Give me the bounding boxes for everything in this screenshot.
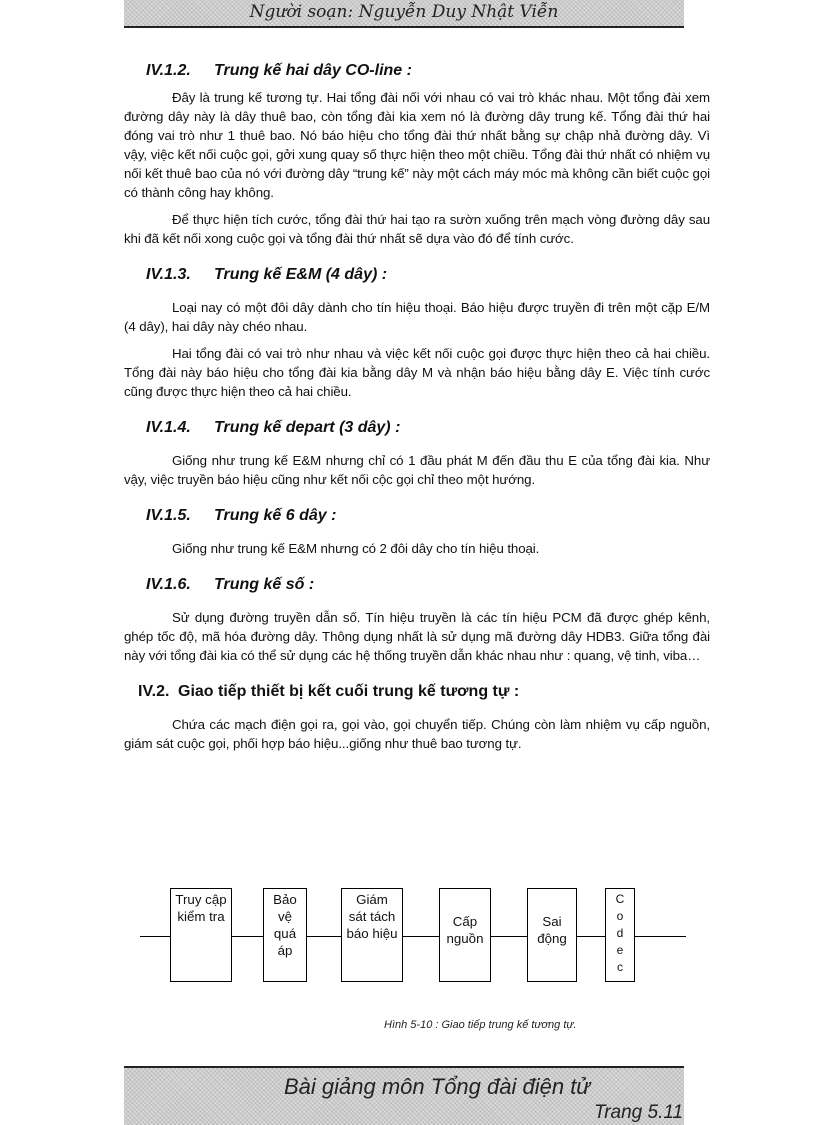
paragraph: Đây là trung kế tương tự. Hai tổng đài nối với nhau có vai trò khác nhau. Một tổng đài xem đường dây này là dây thuê bao, còn tổng đài kia xem nó là đường dây trung kế. Tổng đài thứ hai đóng vai trò như 1 thuê bao. Nó báo hiệu cho tổng đài thứ nhất bằng sự chập nhả đường dây. Vì vậy, việc kết nối cuộc gọi, gởi xung quay số thực hiện theo một chiều. Tổng đài thứ nhất có nhiệm vụ nối kết thuê bao của nó với đường dây “trung kế” này một cách máy móc mà không cần biết cuộc gọi có thành công hay không.	[124, 90, 710, 200]
document-body	[124, 62, 710, 753]
section-title: Trung kế số :	[214, 576, 315, 593]
block-label: Giám sát tách báo hiệu	[346, 892, 398, 941]
section-title: Giao tiếp thiết bị kết cuối trung kế tương tự :	[178, 683, 520, 700]
section-heading-iv-1-6	[124, 576, 710, 594]
block-label: Truy cập kiểm tra	[175, 892, 227, 924]
block-differential	[527, 888, 577, 982]
block-label: Sai động	[537, 914, 567, 946]
section-number: IV.1.5.	[146, 507, 191, 524]
page-header	[124, 0, 684, 28]
page-footer	[124, 1066, 684, 1125]
block-label: Cấp nguồn	[446, 914, 484, 946]
block-access-test	[170, 888, 232, 982]
section-number: IV.1.2.	[146, 62, 191, 79]
block-label: C o d e c	[615, 892, 625, 974]
block-overvoltage-protection	[263, 888, 307, 982]
paragraph: Để thực hiện tích cước, tổng đài thứ hai tạo ra sườn xuống trên mạch vòng đường dây sau khi đã kết nối xong cuộc gọi và tổng đài thứ nhất sẽ dựa vào đó để tính cước.	[124, 212, 710, 246]
section-heading-iv-2	[124, 683, 710, 701]
paragraph: Chứa các mạch điện gọi ra, gọi vào, gọi chuyển tiếp. Chúng còn làm nhiệm vụ cấp nguồn, giám sát cuộc gọi, phối hợp báo hiệu...giống như thuê bao tương tự.	[124, 717, 710, 751]
page-number: Trang 5.11	[594, 1102, 684, 1123]
section-number: IV.1.3.	[146, 266, 191, 283]
block-label: Bảo vệ quá áp	[273, 892, 297, 958]
section-heading-iv-1-5	[124, 507, 710, 525]
paragraph: Loại nay có một đôi dây dành cho tín hiệu thoại. Báo hiệu được truyền đi trên một cặp E/M (4 dây), hai dây này chéo nhau.	[124, 300, 710, 334]
section-number: IV.1.6.	[146, 576, 191, 593]
course-title: Bài giảng môn Tổng đài điện tử	[284, 1074, 591, 1099]
block-diagram	[140, 884, 686, 988]
paragraph: Giống như trung kế E&M nhưng chỉ có 1 đầu phát M đến đầu thu E của tổng đài kia. Như vậy, việc truyền báo hiệu cũng như kết nối cộc gọi chỉ theo một hướng.	[124, 453, 710, 487]
block-codec	[605, 888, 635, 982]
section-heading-iv-1-4	[124, 419, 710, 437]
section-title: Trung kế 6 dây :	[214, 507, 337, 524]
paragraph: Hai tổng đài có vai trò như nhau và việc kết nối cuộc gọi được thực hiện theo cả hai chiều. Tổng đài này báo hiệu cho tổng đài kia bằng dây M và nhận báo hiệu bằng dây E. Việc tính cước cũng được thực hiện theo cả hai chiều.	[124, 346, 710, 399]
paragraph: Giống như trung kế E&M nhưng có 2 đôi dây cho tín hiệu thoại.	[172, 541, 540, 556]
section-number: IV.1.4.	[146, 419, 191, 436]
block-signal-supervision	[341, 888, 403, 982]
paragraph: Sử dụng đường truyền dẫn số. Tín hiệu truyền là các tín hiệu PCM đã được ghép kênh, ghép tốc độ, mã hóa đường dây. Thông dụng nhất là sử dụng mã đường dây HDB3. Giữa tổng đài này với tổng đài kia có thể sử dụng các hệ thống truyền dẫn khác nhau như : quang, vệ tinh, viba…	[124, 610, 710, 663]
figure-caption: Hình 5-10 : Giao tiếp trung kế tương tự.	[384, 1019, 577, 1031]
block-power-feed	[439, 888, 491, 982]
section-title: Trung kế E&M (4 dây) :	[214, 266, 388, 283]
section-title: Trung kế hai dây CO-line :	[214, 62, 412, 79]
author-line: Người soạn: Nguyễn Duy Nhật Viễn	[249, 2, 559, 22]
section-title: Trung kế depart (3 dây) :	[214, 419, 401, 436]
section-heading-iv-1-3	[124, 266, 710, 284]
section-heading-iv-1-2	[124, 62, 710, 80]
section-number: IV.2.	[138, 683, 170, 700]
